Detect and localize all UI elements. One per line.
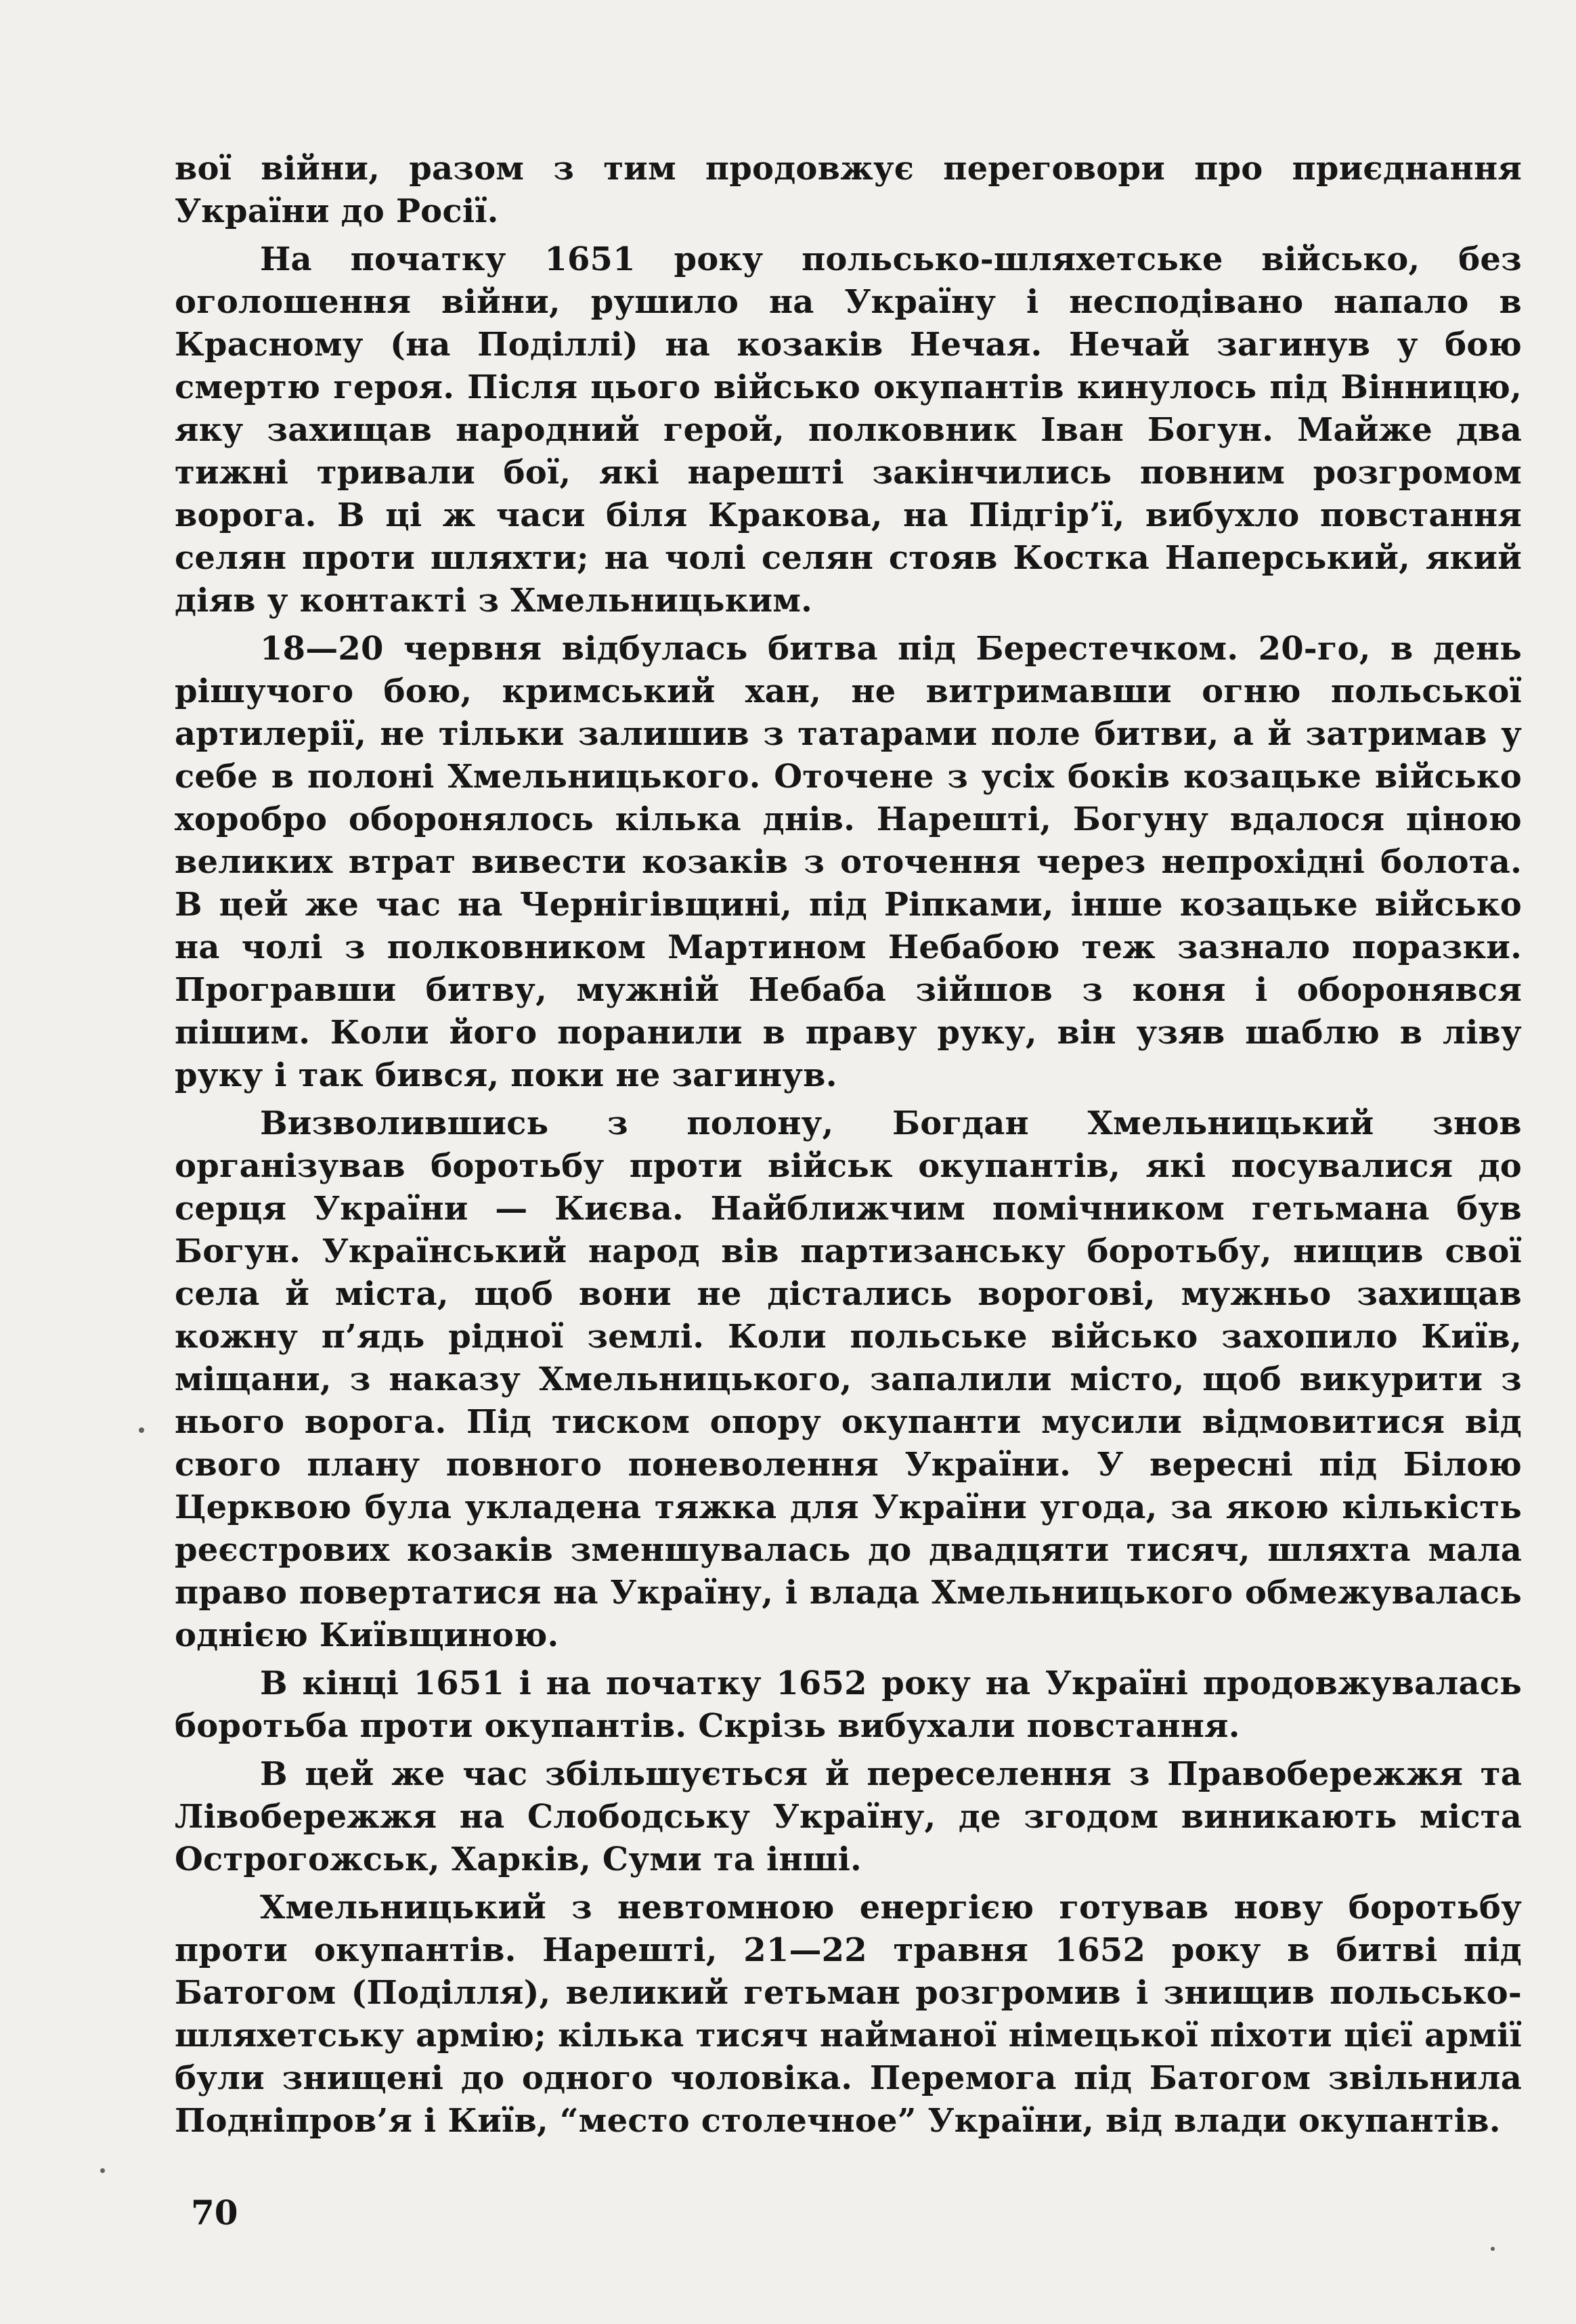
paragraph-4: Визволившись з полону, Богдан Хмельницький знов організував боротьбу проти військ окупантів, які посувалися до серця України — Києва. Найближчим помічником гетьмана був Богун. Український народ вів партизанську боротьбу, нищив свої села й міста, щоб вони не дістались ворогові, мужньо захищав кожну п’ядь рідної землі. Коли польське військо захопило Київ, міщани, з наказу Хмельницького, запалили місто, щоб викурити з нього ворога. Під тиском опору окупанти мусили відмовитися від свого плану повного поневолення України. У вересні під Білою Церквою була укладена тяжка для України угода, за якою кількість реєстрових козаків зменшувалась до двадцяти тисяч, шляхта мала право повертатися на Україну, і влада Хмельницького обмежувалась однією Київщиною. bbox=[175, 1104, 1522, 1654]
page-number: 70 bbox=[191, 2193, 238, 2233]
paragraph-3: 18—20 червня відбулась битва під Берестечком. 20-го, в день рішучого бою, кримський хан, не витримавши огню польської артилерії, не тільки залишив з татарами поле битви, а й затримав у себе в полоні Хмельницького. Оточене з усіх боків козацьке військо хоробро оборонялось кілька днів. Нарешті, Богуну вдалося ціною великих втрат вивести козаків з оточення через непрохідні болота. В цей же час на Чернігівщині, під Ріпками, інше козацьке військо на чолі з полковником Мартином Небабою теж зазнало поразки. Програвши битву, мужній Небаба зійшов з коня і оборонявся пішим. Коли його поранили в праву руку, він узяв шаблю в ліву руку і так бився, поки не загинув. bbox=[175, 630, 1522, 1094]
paragraph-7: Хмельницький з невтомною енергією готував нову боротьбу проти окупантів. Нарешті, 21—22 травня 1652 року в битві під Батогом (Поділля), великий гетьман розгромив і знищив польсько-шляхетську армію; кілька тисяч найманої німецької піхоти цієї армії були знищені до одного чоловіка. Перемога під Батогом звільнила Подніпров’я і Київ, “место столечное” України, від влади окупантів. bbox=[175, 1889, 1522, 2140]
paragraph-1: вої війни, разом з тим продовжує переговори про приєднання України до Росії. bbox=[175, 150, 1522, 230]
scan-speck bbox=[100, 2168, 105, 2173]
scan-speck bbox=[1491, 2247, 1495, 2251]
paragraph-6: В цей же час збільшується й переселення з Правобережжя та Лівобережжя на Слободську Україну, де згодом виникають міста Острогожськ, Харків, Суми та інші. bbox=[175, 1755, 1522, 1878]
paragraph-5: В кінці 1651 і на початку 1652 року на Україні продовжувалась боротьба проти окупантів. Скрізь вибухали повстання. bbox=[175, 1664, 1522, 1745]
scan-speck bbox=[139, 1427, 144, 1433]
paragraph-2: На початку 1651 року польсько-шляхетське військо, без оголошення війни, рушило на Україну і несподівано напало в Красному (на Поділлі) на козаків Нечая. Нечай загинув у бою смертю героя. Після цього військо окупантів кинулось під Вінницю, яку захищав народний герой, полковник Іван Богун. Майже два тижні тривали бої, які нарешті закінчились повним розгромом ворога. В ці ж часи біля Кракова, на Підгір’ї, вибухло повстання селян проти шляхти; на чолі селян стояв Костка Наперський, який діяв у контакті з Хмельницьким. bbox=[175, 240, 1522, 620]
body-text bbox=[175, 148, 1522, 2148]
